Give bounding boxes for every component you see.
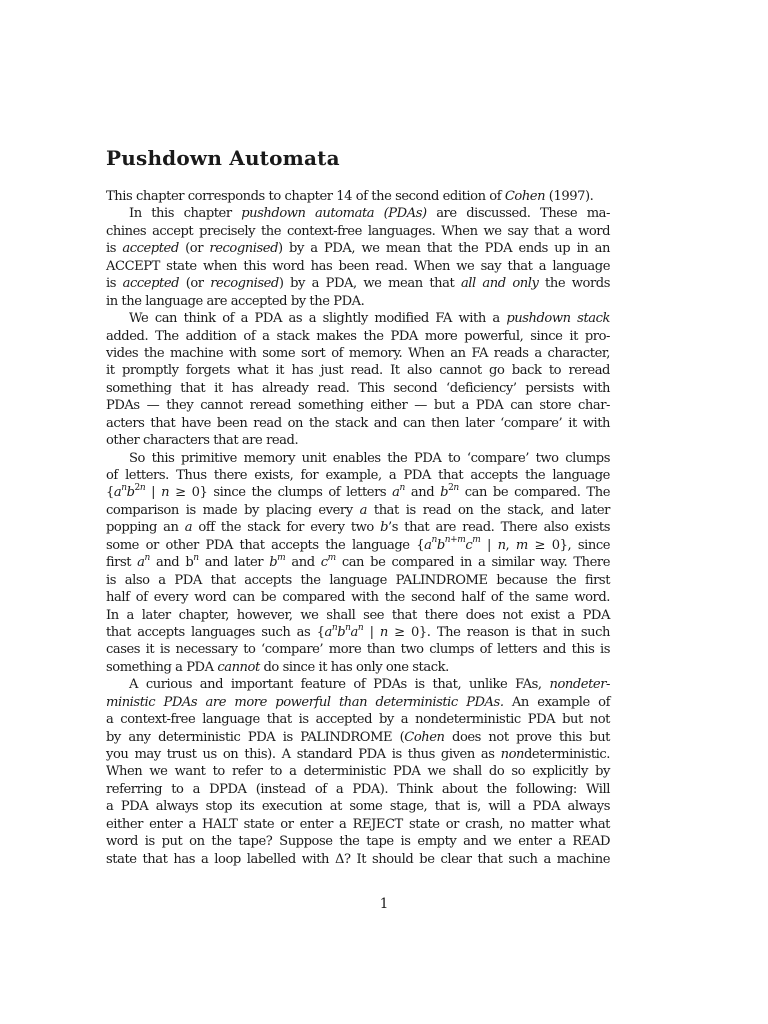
text-line: acters that have been read on the stack and can then later ‘compare’ it with <box>106 415 610 431</box>
text-line: {$a^nb^{2n}$ | n ≥ 0} since the clumps of letters $a^n$ and $b^{2n}$ can be compared. The <box>106 483 610 501</box>
text-line: it promptly forgets what it has just read. It also cannot go back to reread <box>106 363 610 379</box>
text-line: is accepted (or recognised) by a PDA, we mean that all and only the words <box>106 276 610 292</box>
text-line: vides the machine with some sort of memory. When an FA reads a character, <box>106 345 610 361</box>
text-line: something that it has already read. This second ‘deficiency’ persists with <box>106 380 610 396</box>
text-line: in the language are accepted by the PDA. <box>106 293 365 309</box>
text-line: referring to a DPDA (instead of a PDA). Think about the following: Will <box>106 781 610 797</box>
text-line: So this primitive memory unit enables the PDA to ‘compare’ two clumps <box>129 450 610 466</box>
text-line: ministic PDAs are more powerful than deterministic PDAs. An example of <box>106 694 611 710</box>
text-line: added. The addition of a stack makes the PDA more powerful, since it pro- <box>106 328 610 344</box>
text-line: a PDA always stop its execution at some stage, that is, will a PDA always <box>106 799 610 815</box>
text-line: some or other PDA that accepts the language {$a^nb^{n+m}c^m$ | n, m ≥ 0}, since <box>106 535 611 553</box>
text-line: half of every word can be compared with the second half of the same word. <box>106 590 610 606</box>
text-line: chines accept precisely the context-free languages. When we say that a word <box>106 223 610 239</box>
text-line: something a PDA cannot do since it has only one stack. <box>106 659 449 675</box>
text-line: PDAs — they cannot reread something either — but a PDA can store char- <box>106 398 610 414</box>
text-line: word is put on the tape? Suppose the tape is empty and we enter a READ <box>106 834 610 850</box>
text-line: ACCEPT state when this word has been read. When we say that a language <box>106 258 610 274</box>
text-line: first $a^n$ and $b^n$ and later $b^m$ and $c^m$ can be compared in a similar way. There <box>106 552 610 571</box>
text-line: a context-free language that is accepted by a nondeterministic PDA but not <box>106 712 610 728</box>
text-line: When we want to refer to a deterministic PDA we shall do so explicitly by <box>106 764 610 780</box>
text-line: comparison is made by placing every a that is read on the stack, and later <box>106 502 610 518</box>
text-line: In a later chapter, however, we shall see that there does not exist a PDA <box>106 607 610 623</box>
text-line: other characters that are read. <box>106 433 299 449</box>
text-line: popping an a off the stack for every two b’s that are read. There also exists <box>106 520 610 536</box>
chapter-body <box>106 188 610 868</box>
page-number: 1 <box>379 896 389 912</box>
text-line: We can think of a PDA as a slightly modified FA with a pushdown stack <box>129 311 610 327</box>
text-line: This chapter corresponds to chapter 14 of the second edition of Cohen (1997). <box>106 189 594 204</box>
text-line: you may trust us on this). A standard PDA is thus given as nondeterministic. <box>106 747 610 762</box>
text-line: is also a PDA that accepts the language PALINDROME because the first <box>106 572 610 588</box>
text-line: state that has a loop labelled with Δ? It should be clear that such a machine <box>106 851 610 867</box>
chapter-title: Pushdown Automata <box>106 146 340 170</box>
text-line: A curious and important feature of PDAs is that, unlike FAs, nondeter- <box>129 677 610 693</box>
text-line: by any deterministic PDA is PALINDROME (Cohen does not prove this but <box>106 729 610 745</box>
text-line: cases it is necessary to ‘compare’ more than two clumps of letters and this is <box>106 642 610 658</box>
text-line: either enter a HALT state or enter a REJECT state or crash, no matter what <box>106 816 610 832</box>
text-line: In this chapter pushdown automata (PDAs) are discussed. These ma- <box>129 206 611 222</box>
text-line: is accepted (or recognised) by a PDA, we mean that the PDA ends up in an <box>106 241 610 257</box>
text-line: that accepts languages such as {$a^nb^na^n$ | n ≥ 0}. The reason is that in such <box>106 622 611 640</box>
text-line: of letters. Thus there exists, for example, a PDA that accepts the language <box>106 468 610 483</box>
